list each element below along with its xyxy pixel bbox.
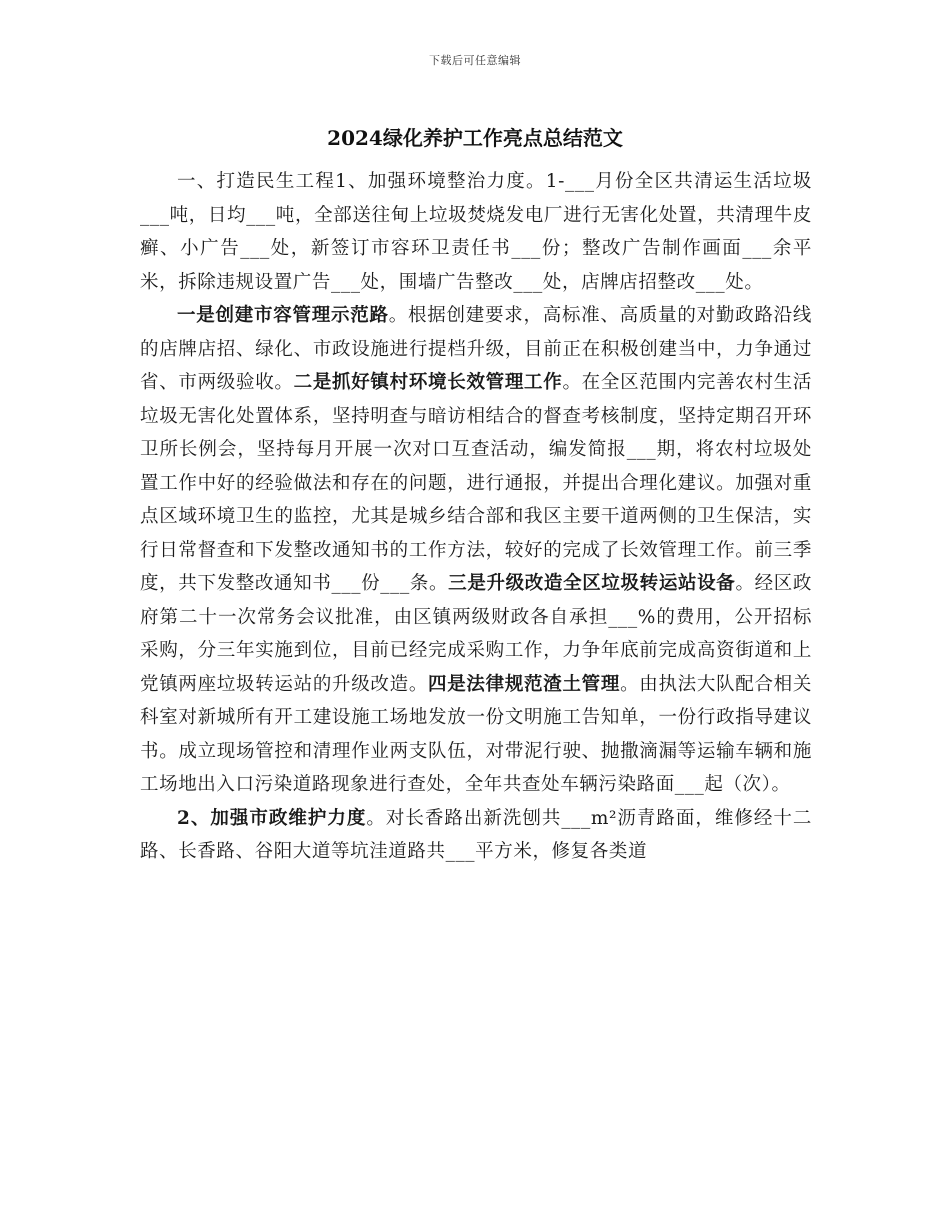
- heading-4: 四是法律规范渣土管理: [428, 673, 621, 695]
- heading-3: 三是升级改造全区垃圾转运站设备: [448, 573, 736, 594]
- paragraph-2-text-1: 。根据创建要求，高标准、高质量的对勤政路沿线的店牌店招、绿化、市政设施进行提档升级，目前正在积极创建当中，力争通过省、市两级验收。: [140, 305, 812, 393]
- document-title: 2024绿化养护工作亮点总结范文: [327, 126, 623, 150]
- paragraph-3: [140, 802, 812, 869]
- paragraph-2-text-2: 。在全区范围内完善农村生活垃圾无害化处置体系，坚持明查与暗访相结合的督查考核制度，坚持定期召开环卫所长例会，坚持每月开展一次对口互查活动，编发简报___期，将农村垃圾处置工作中好的经验做法和存在的问题，进行通报，并提出合理化建议。加强对重点区域环境卫生的监控，尤其是城乡结合部和我区主要干道两侧的卫生保洁，实行日常督查和下发整改通知书的工作方法，较好的完成了长效管理工作。前三季度，共下发整改通知书___份___条。: [140, 372, 812, 594]
- heading-5: 2、加强市政维护力度: [177, 807, 367, 829]
- paragraph-2: [140, 299, 812, 802]
- paragraph-3-text-1: 。对长香路出新洗刨共___m²沥青路面，维修经十二路、长香路、谷阳大道等坑洼道路共___平方米，修复各类道: [140, 807, 812, 862]
- header-note: 下载后可任意编辑: [429, 54, 521, 67]
- heading-1: 一是创建市容管理示范路: [177, 305, 389, 326]
- paragraph-1: [140, 165, 812, 299]
- document-body: [140, 165, 812, 869]
- heading-2: 二是抓好镇村环境长效管理工作: [293, 372, 563, 393]
- paragraph-2-text-4: 。由执法大队配合相关科室对新城所有开工建设施工场地发放一份文明施工告知单，一份行政指导建议书。成立现场管控和清理作业两支队伍，对带泥行驶、抛撒滴漏等运输车辆和施工场地出入口污染道路现象进行查处，全年共查处车辆污染路面___起（次）。: [140, 673, 812, 795]
- paragraph-1-text: 一、打造民生工程1、加强环境整治力度。1-___月份全区共清运生活垃圾___吨，日均___吨，全部送往甸上垃圾焚烧发电厂进行无害化处置，共清理牛皮癣、小广告___处，新签订市容环卫责任书___份；整改广告制作画面___余平米，拆除违规设置广告___处，围墙广告整改___处，店牌店招整改___处。: [140, 171, 812, 293]
- paragraph-2-text-3: 。经区政府第二十一次常务会议批准，由区镇两级财政各自承担___%的费用，公开招标采购，分三年实施到位，目前已经完成采购工作，力争年底前完成高资街道和上党镇两座垃圾转运站的升级改造。: [140, 573, 812, 695]
